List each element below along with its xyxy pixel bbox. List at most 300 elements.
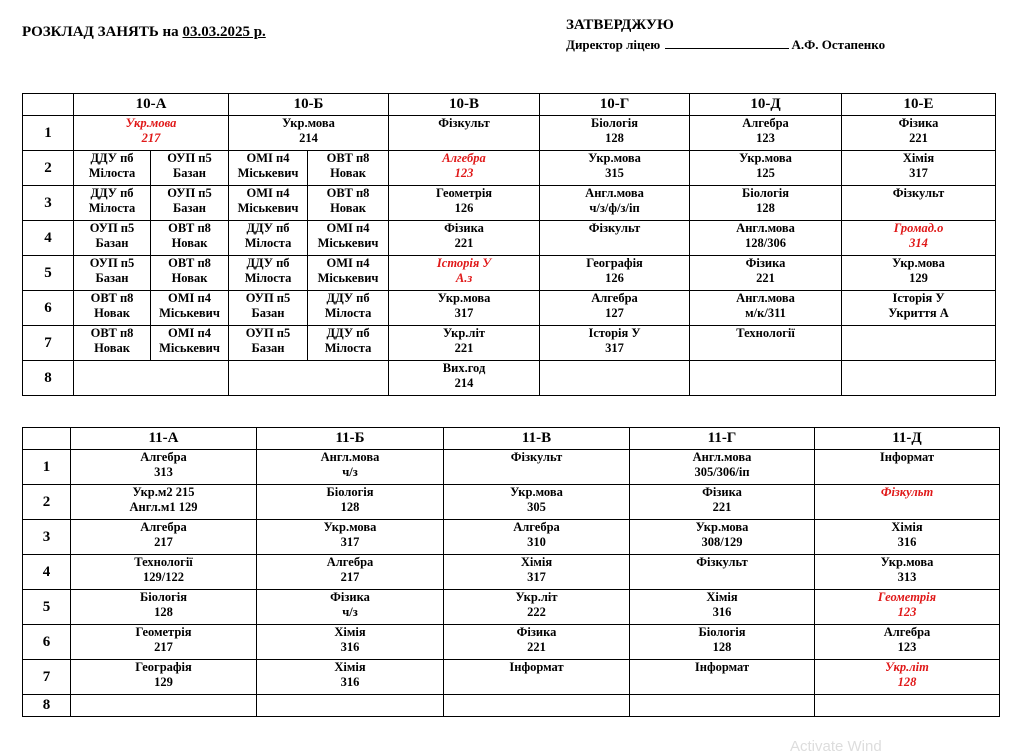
- lesson-cell: [630, 660, 815, 695]
- lesson-subject: Фізика: [898, 116, 939, 130]
- lesson-cell: [444, 520, 630, 555]
- table-row: [23, 555, 1000, 590]
- lesson-cell: [444, 590, 630, 625]
- period-number: 5: [23, 256, 74, 291]
- lesson-room: 221: [527, 640, 546, 654]
- lesson-room: 128: [712, 640, 732, 654]
- lesson-room: 217: [154, 640, 173, 654]
- lesson-cell: [151, 186, 229, 221]
- lesson-room: 313: [897, 570, 917, 584]
- lesson-subject: Укр.мова: [695, 520, 749, 534]
- lesson-cell: [151, 256, 229, 291]
- lesson-cell: [74, 326, 151, 361]
- lesson-cell: [815, 520, 1000, 555]
- lesson-subject: Алгебра: [591, 291, 638, 305]
- lesson-subject: ОУП п5: [167, 186, 212, 200]
- lesson-subject: Укр.мова: [510, 485, 563, 499]
- lesson-room: 317: [527, 570, 546, 584]
- lesson-room: Мілоста: [244, 271, 292, 285]
- lesson-subject: Географія: [135, 660, 192, 674]
- table-row: [23, 186, 996, 221]
- lesson-subject: Англ.мова: [585, 186, 644, 200]
- lesson-room: Новак: [171, 236, 208, 250]
- lesson-cell: [71, 625, 257, 660]
- lesson-subject: Інформат: [509, 660, 564, 674]
- lesson-subject: Англ.мова: [320, 450, 380, 464]
- lesson-cell: [71, 695, 257, 717]
- period-number: 6: [23, 625, 71, 660]
- lesson-cell: [444, 485, 630, 520]
- period-number: 1: [23, 116, 74, 151]
- lesson-room: 217: [141, 131, 161, 145]
- lesson-room: 128: [340, 500, 360, 514]
- lesson-room: Мілоста: [88, 166, 136, 180]
- class-header: 10-Г: [540, 94, 690, 116]
- lesson-subject: Алгебра: [742, 116, 789, 130]
- lesson-room: 313: [154, 465, 173, 479]
- lesson-cell: [630, 590, 815, 625]
- table-row: [23, 361, 996, 396]
- class-header: 11-В: [444, 428, 630, 450]
- lesson-cell: [389, 151, 540, 186]
- lesson-subject: Англ.мова: [736, 291, 795, 305]
- lesson-subject: Інформат: [879, 450, 935, 464]
- lesson-subject: ОВТ п8: [90, 326, 134, 340]
- lesson-cell: [308, 186, 389, 221]
- table-row: [23, 485, 1000, 520]
- lesson-subject: ОМІ п4: [246, 186, 290, 200]
- lesson-room: Базан: [95, 236, 129, 250]
- lesson-cell: [229, 116, 389, 151]
- period-number: 4: [23, 221, 74, 256]
- lesson-room: 126: [454, 201, 474, 215]
- title-prefix: РОЗКЛАД ЗАНЯТЬ на: [22, 24, 183, 40]
- lesson-room: 125: [756, 166, 775, 180]
- lesson-subject: ОУП п5: [89, 221, 135, 235]
- lesson-cell: [842, 186, 996, 221]
- lesson-room: 221: [712, 500, 732, 514]
- lesson-subject: ДДУ пб: [90, 151, 134, 165]
- lesson-room: 128: [605, 131, 624, 145]
- lesson-room: Англ.м1 129: [129, 500, 198, 514]
- lesson-cell: [74, 291, 151, 326]
- lesson-subject: ОВТ п8: [326, 186, 370, 200]
- lesson-room: Мілоста: [88, 201, 136, 215]
- lesson-room: Міськевич: [237, 201, 299, 215]
- lesson-cell: [444, 555, 630, 590]
- lesson-room: м/к/311: [745, 306, 786, 320]
- lesson-cell: [229, 151, 308, 186]
- lesson-cell: [842, 116, 996, 151]
- lesson-subject: Укр.мова: [125, 116, 177, 130]
- lesson-subject: Хімія: [520, 555, 553, 569]
- lesson-room: 305: [527, 500, 546, 514]
- lesson-cell: [389, 116, 540, 151]
- lesson-room: Міськевич: [159, 341, 220, 355]
- lesson-subject: ДДУ пб: [246, 221, 290, 235]
- lesson-cell: [540, 116, 690, 151]
- lesson-subject: ОУП п5: [245, 291, 291, 305]
- period-number: 2: [23, 485, 71, 520]
- lesson-cell: [71, 520, 257, 555]
- lesson-subject: Хімія: [334, 660, 366, 674]
- lesson-room: Новак: [171, 271, 208, 285]
- lesson-cell: [540, 151, 690, 186]
- lesson-cell: [71, 660, 257, 695]
- period-number: 4: [23, 555, 71, 590]
- lesson-subject: Фізкульт: [696, 555, 748, 569]
- class-header: 11-А: [71, 428, 257, 450]
- lesson-room: Новак: [330, 201, 366, 215]
- lesson-room: 217: [340, 570, 360, 584]
- lesson-room: 129/122: [143, 570, 184, 584]
- lesson-room: 127: [605, 306, 624, 320]
- lesson-cell: [74, 116, 229, 151]
- lesson-cell: [308, 221, 389, 256]
- corner-cell: [23, 94, 74, 116]
- lesson-cell: [257, 450, 444, 485]
- lesson-cell: [74, 256, 151, 291]
- lesson-cell: [444, 450, 630, 485]
- lesson-subject: Фізкульт: [510, 450, 563, 464]
- table-row: [23, 116, 996, 151]
- lesson-room: Міськевич: [317, 236, 379, 250]
- approval-block: [566, 16, 885, 54]
- title-date: 03.03.2025 р.: [182, 24, 266, 40]
- lesson-cell: [257, 695, 444, 717]
- lesson-cell: [690, 361, 842, 396]
- lesson-cell: [308, 256, 389, 291]
- lesson-subject: Укр.м2 215: [132, 485, 195, 499]
- lesson-cell: [630, 625, 815, 660]
- lesson-subject: ДДУ пб: [326, 326, 370, 340]
- lesson-cell: [308, 326, 389, 361]
- table-row: [23, 695, 1000, 717]
- lesson-room: 129: [154, 675, 173, 689]
- table-row: [23, 326, 996, 361]
- lesson-subject: ОВТ п8: [326, 151, 370, 165]
- lesson-room: 310: [527, 535, 546, 549]
- lesson-room: 316: [712, 605, 732, 619]
- lesson-cell: [630, 520, 815, 555]
- lesson-subject: Фізкульт: [892, 186, 945, 200]
- lesson-room: Новак: [330, 166, 366, 180]
- lesson-cell: [842, 151, 996, 186]
- lesson-cell: [690, 186, 842, 221]
- lesson-room: Базан: [173, 166, 206, 180]
- lesson-subject: Фізкульт: [588, 221, 641, 235]
- lesson-subject: Укр.мова: [588, 151, 641, 165]
- lesson-subject: Біологія: [326, 485, 374, 499]
- lesson-cell: [308, 291, 389, 326]
- class-header: 10-В: [389, 94, 540, 116]
- schedule-table-11: [22, 427, 1000, 717]
- lesson-room: А.з: [455, 271, 473, 285]
- lesson-room: Новак: [94, 306, 130, 320]
- lesson-cell: [540, 186, 690, 221]
- period-number: 6: [23, 291, 74, 326]
- lesson-room: 305/306/іп: [694, 465, 750, 479]
- lesson-cell: [257, 660, 444, 695]
- lesson-subject: Історія У: [892, 291, 945, 305]
- class-header: 10-Б: [229, 94, 389, 116]
- lesson-room: 316: [340, 675, 360, 689]
- lesson-cell: [257, 520, 444, 555]
- class-header: 10-Д: [690, 94, 842, 116]
- lesson-room: ч/з: [342, 605, 358, 619]
- lesson-room: Укриття А: [888, 306, 949, 320]
- lesson-subject: Хімія: [891, 520, 923, 534]
- lesson-subject: Історія У: [588, 326, 641, 340]
- lesson-room: 317: [909, 166, 928, 180]
- lesson-subject: Геометрія: [435, 186, 493, 200]
- lesson-cell: [71, 450, 257, 485]
- period-number: 3: [23, 520, 71, 555]
- lesson-cell: [308, 151, 389, 186]
- lesson-cell: [444, 660, 630, 695]
- lesson-cell: [444, 625, 630, 660]
- lesson-cell: [690, 221, 842, 256]
- lesson-cell: [815, 450, 1000, 485]
- lesson-cell: [842, 256, 996, 291]
- lesson-subject: ОУП п5: [89, 256, 135, 270]
- lesson-cell: [690, 116, 842, 151]
- lesson-room: 123: [897, 605, 917, 619]
- table-row: [23, 151, 996, 186]
- lesson-subject: ОМІ п4: [326, 256, 370, 270]
- class-header: 11-Г: [630, 428, 815, 450]
- lesson-room: Базан: [173, 201, 206, 215]
- lesson-subject: Алгебра: [513, 520, 560, 534]
- lesson-subject: Біологія: [140, 590, 187, 604]
- lesson-room: Базан: [251, 306, 285, 320]
- lesson-subject: Англ.мова: [692, 450, 752, 464]
- lesson-subject: Алгебра: [326, 555, 374, 569]
- lesson-cell: [389, 256, 540, 291]
- lesson-subject: Фізика: [745, 256, 786, 270]
- lesson-cell: [229, 256, 308, 291]
- period-number: 7: [23, 660, 71, 695]
- lesson-room: 129: [909, 271, 928, 285]
- lesson-cell: [257, 555, 444, 590]
- lesson-subject: Укр.літ: [885, 660, 929, 674]
- lesson-cell: [540, 326, 690, 361]
- lesson-subject: ОМІ п4: [246, 151, 290, 165]
- lesson-subject: Технології: [134, 555, 193, 569]
- lesson-subject: Геометрія: [877, 590, 937, 604]
- lesson-cell: [389, 186, 540, 221]
- lesson-subject: Технології: [736, 326, 795, 340]
- period-number: 7: [23, 326, 74, 361]
- lesson-cell: [690, 326, 842, 361]
- lesson-cell: [815, 485, 1000, 520]
- lesson-cell: [630, 695, 815, 717]
- lesson-cell: [540, 361, 690, 396]
- lesson-room: Міськевич: [159, 306, 220, 320]
- lesson-subject: Географія: [586, 256, 643, 270]
- lesson-cell: [630, 450, 815, 485]
- signature-line: [665, 37, 789, 49]
- lesson-cell: [815, 695, 1000, 717]
- period-number: 5: [23, 590, 71, 625]
- lesson-subject: ОВТ п8: [90, 291, 134, 305]
- lesson-subject: ОУП п5: [245, 326, 291, 340]
- lesson-subject: ОВТ п8: [168, 221, 211, 235]
- lesson-cell: [229, 221, 308, 256]
- table-row: [23, 660, 1000, 695]
- lesson-cell: [389, 326, 540, 361]
- period-number: 8: [23, 361, 74, 396]
- lesson-cell: [151, 291, 229, 326]
- lesson-room: 128: [756, 201, 775, 215]
- lesson-room: 308/129: [701, 535, 743, 549]
- lesson-cell: [74, 151, 151, 186]
- lesson-room: 317: [340, 535, 360, 549]
- lesson-subject: ДДУ пб: [326, 291, 370, 305]
- lesson-cell: [229, 186, 308, 221]
- approve-heading: ЗАТВЕРДЖУЮ: [566, 17, 674, 33]
- lesson-subject: Укр.мова: [437, 291, 491, 305]
- lesson-room: 221: [454, 341, 474, 355]
- lesson-subject: Біологія: [698, 625, 746, 639]
- lesson-cell: [540, 221, 690, 256]
- lesson-room: 214: [299, 131, 318, 145]
- lesson-subject: ОВТ п8: [168, 256, 211, 270]
- lesson-cell: [151, 221, 229, 256]
- lesson-room: 315: [605, 166, 624, 180]
- lesson-subject: Громад.о: [893, 221, 944, 235]
- lesson-room: Мілоста: [244, 236, 292, 250]
- lesson-cell: [815, 590, 1000, 625]
- lesson-subject: Укр.мова: [892, 256, 945, 270]
- table-row: [23, 590, 1000, 625]
- lesson-subject: Алгебра: [140, 520, 187, 534]
- lesson-cell: [74, 186, 151, 221]
- director-label: Директор ліцею: [566, 37, 661, 52]
- lesson-cell: [257, 625, 444, 660]
- lesson-cell: [389, 361, 540, 396]
- lesson-cell: [389, 291, 540, 326]
- lesson-cell: [815, 555, 1000, 590]
- corner-cell: [23, 428, 71, 450]
- lesson-subject: Укр.літ: [515, 590, 558, 604]
- lesson-subject: Алгебра: [442, 151, 486, 165]
- lesson-room: 123: [897, 640, 917, 654]
- lesson-cell: [229, 361, 389, 396]
- lesson-room: 317: [605, 341, 624, 355]
- lesson-subject: Вих.год: [442, 361, 486, 375]
- lesson-room: 128: [154, 605, 173, 619]
- director-name: А.Ф. Остапенко: [791, 37, 886, 52]
- table-row: [23, 256, 996, 291]
- watermark-text: Activate Wind: [790, 738, 882, 755]
- lesson-subject: Інформат: [694, 660, 750, 674]
- lesson-room: Міськевич: [317, 271, 379, 285]
- lesson-subject: ДДУ пб: [90, 186, 134, 200]
- table-row: [23, 520, 1000, 555]
- lesson-cell: [229, 326, 308, 361]
- lesson-subject: ОМІ п4: [326, 221, 370, 235]
- lesson-room: Мілоста: [324, 306, 372, 320]
- lesson-cell: [257, 590, 444, 625]
- lesson-cell: [389, 221, 540, 256]
- lesson-room: Базан: [251, 341, 285, 355]
- lesson-cell: [540, 291, 690, 326]
- table-row: [23, 625, 1000, 660]
- lesson-room: 316: [340, 640, 360, 654]
- period-number: 8: [23, 695, 71, 717]
- lesson-subject: Укр.мова: [323, 520, 377, 534]
- class-header: 10-Е: [842, 94, 996, 116]
- lesson-subject: Укр.мова: [282, 116, 335, 130]
- lesson-cell: [690, 256, 842, 291]
- lesson-cell: [151, 326, 229, 361]
- lesson-room: 317: [454, 306, 474, 320]
- lesson-room: 214: [454, 376, 474, 390]
- lesson-subject: Хімія: [902, 151, 935, 165]
- lesson-room: 221: [454, 236, 474, 250]
- lesson-room: 128: [897, 675, 917, 689]
- table-row: [23, 291, 996, 326]
- period-number: 3: [23, 186, 74, 221]
- lesson-room: 126: [605, 271, 624, 285]
- lesson-cell: [444, 695, 630, 717]
- lesson-subject: Хімія: [334, 625, 366, 639]
- class-header: 11-Д: [815, 428, 1000, 450]
- class-header: 11-Б: [257, 428, 444, 450]
- lesson-room: 222: [527, 605, 546, 619]
- lesson-subject: ОМІ п4: [168, 291, 211, 305]
- lesson-cell: [74, 361, 229, 396]
- lesson-cell: [690, 291, 842, 326]
- lesson-cell: [842, 326, 996, 361]
- lesson-subject: Укр.мова: [739, 151, 792, 165]
- lesson-cell: [815, 625, 1000, 660]
- lesson-room: Міськевич: [237, 166, 299, 180]
- lesson-cell: [690, 151, 842, 186]
- lesson-cell: [630, 485, 815, 520]
- lesson-room: 123: [454, 166, 474, 180]
- table-row: [23, 221, 996, 256]
- lesson-subject: Біологія: [742, 186, 790, 200]
- lesson-cell: [630, 555, 815, 590]
- lesson-room: Мілоста: [324, 341, 372, 355]
- lesson-subject: Фізика: [702, 485, 742, 499]
- lesson-subject: Фізкульт: [880, 485, 934, 499]
- lesson-room: 128/306: [745, 236, 787, 250]
- lesson-cell: [74, 221, 151, 256]
- lesson-cell: [71, 590, 257, 625]
- lesson-subject: Алгебра: [883, 625, 931, 639]
- lesson-subject: Укр.літ: [443, 326, 486, 340]
- table-row: [23, 450, 1000, 485]
- lesson-subject: ОМІ п4: [168, 326, 211, 340]
- lesson-room: Новак: [94, 341, 130, 355]
- schedule-title: [22, 24, 266, 41]
- lesson-cell: [71, 555, 257, 590]
- lesson-subject: Фізика: [444, 221, 484, 235]
- lesson-subject: Укр.мова: [880, 555, 934, 569]
- lesson-subject: Фізкульт: [438, 116, 490, 130]
- lesson-room: 217: [154, 535, 173, 549]
- lesson-subject: Фізика: [516, 625, 557, 639]
- class-header: 10-А: [74, 94, 229, 116]
- lesson-cell: [151, 151, 229, 186]
- lesson-subject: Англ.мова: [736, 221, 795, 235]
- lesson-cell: [540, 256, 690, 291]
- lesson-subject: Геометрія: [135, 625, 192, 639]
- lesson-subject: Біологія: [591, 116, 639, 130]
